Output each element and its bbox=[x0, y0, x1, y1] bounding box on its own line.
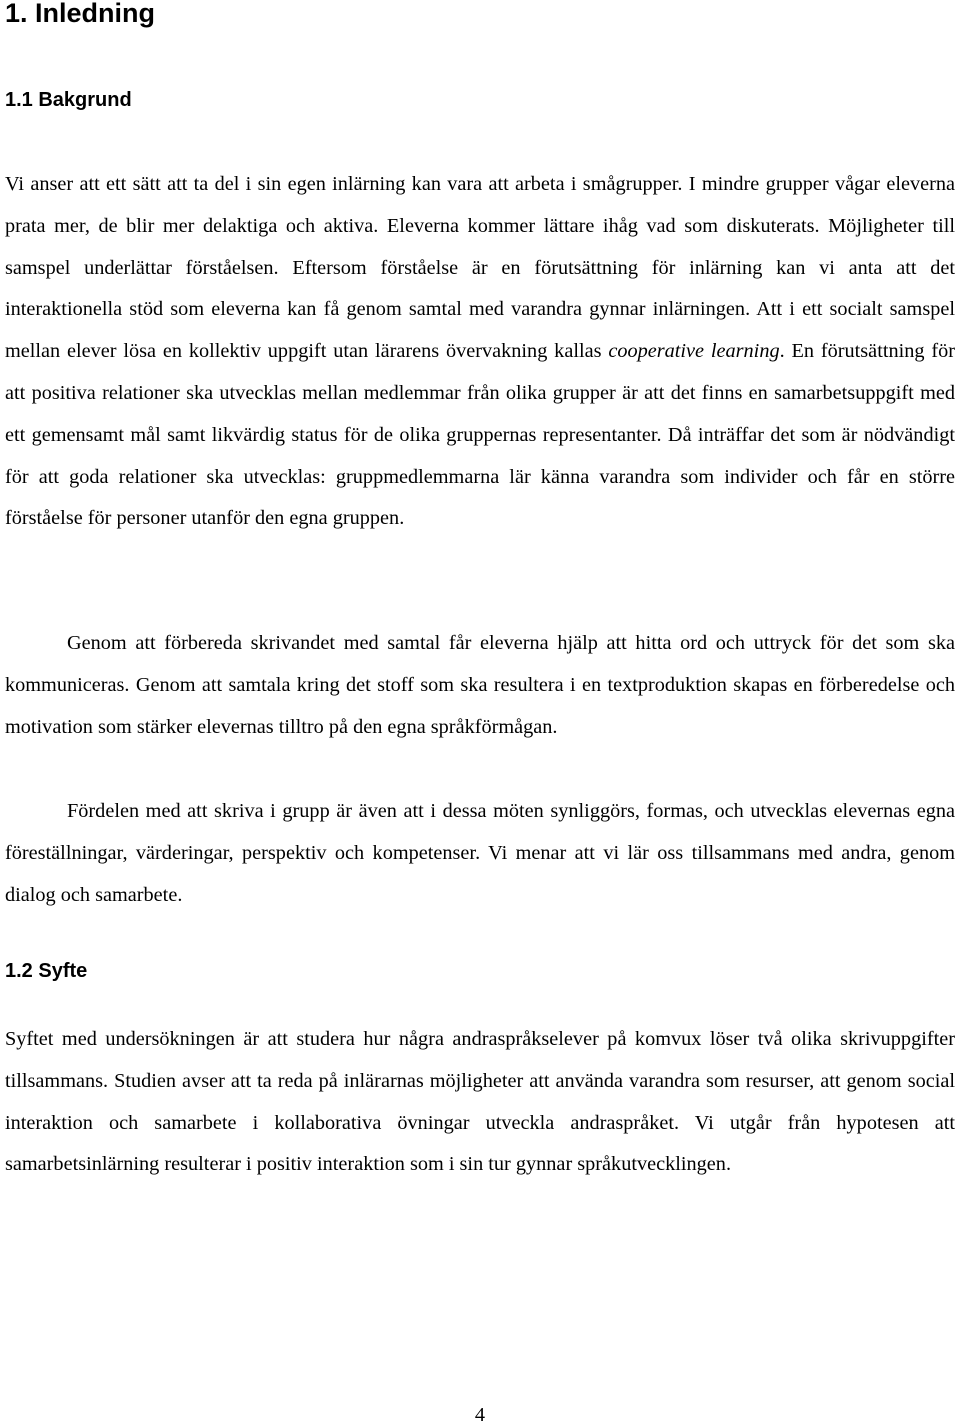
section-heading-purpose: 1.2 Syfte bbox=[5, 960, 88, 982]
page-number: 4 bbox=[474, 1404, 486, 1426]
paragraph-text-after-term: . En förutsättning för att positiva relationer ska utvecklas mellan medlemmar från olika grupper är att det finns en samarbetsuppgift med ett gemensamt mål samt likvärdig status för de olika gruppernas representanter. Då inträffar det som är nödvändigt för att goda relationer ska utvecklas: gruppmedlemmarna lär känna varandra som individer och får en större förståelse för personer utanför den egna gruppen. bbox=[5, 340, 955, 530]
paragraph-purpose: Syftet med undersökningen är att studera hur några andraspråkselever på komvux löser två olika skrivuppgifter tillsammans. Studien avser att ta reda på inlärarnas möjligheter att använda varandra som resurser, att genom social interaktion och samarbete i kollaborativa övningar utveckla andraspråket. Vi utgår från hypotesen att samarbetsinlärning resulterar i positiv interaktion som i sin tur gynnar språkutvecklingen. bbox=[5, 1028, 955, 1176]
paragraph-text-before-term: Vi anser att ett sätt att ta del i sin egen inlärning kan vara att arbeta i smågrupper. I mindre grupper vågar eleverna prata mer, de blir mer delaktiga och aktiva. Eleverna kommer lättare ihåg vad som diskuterats. Möjligheter till samspel underlättar förståelsen. Eftersom förståelse är en förutsättning för inlärning kan vi anta att det interaktionella stöd som eleverna kan få genom samtal med varandra gynnar inlärningen. Att i ett socialt samspel mellan elever lösa en kollektiv uppgift utan lärarens övervakning kallas bbox=[5, 173, 955, 363]
paragraph-background-2: Genom att förbereda skrivandet med samtal får eleverna hjälp att hitta ord och uttryck för det som ska kommuniceras. Genom att samtala kring det stoff som ska resultera i en textproduktion skapas en förberedelse och motivation som stärker elevernas tilltro på den egna språkförmågan. bbox=[5, 632, 955, 738]
paragraph-background-1 bbox=[5, 164, 955, 540]
chapter-heading: 1. Inledning bbox=[5, 0, 156, 28]
section-heading-background: 1.1 Bakgrund bbox=[5, 89, 132, 111]
paragraph-background-3: Fördelen med att skriva i grupp är även att i dessa möten synliggörs, formas, och utvecklas elevernas egna föreställningar, värderingar, perspektiv och kompetenser. Vi menar att vi lär oss tillsammans med andra, genom dialog och samarbete. bbox=[5, 800, 955, 906]
italic-term-cooperative-learning: cooperative learning bbox=[608, 340, 780, 363]
